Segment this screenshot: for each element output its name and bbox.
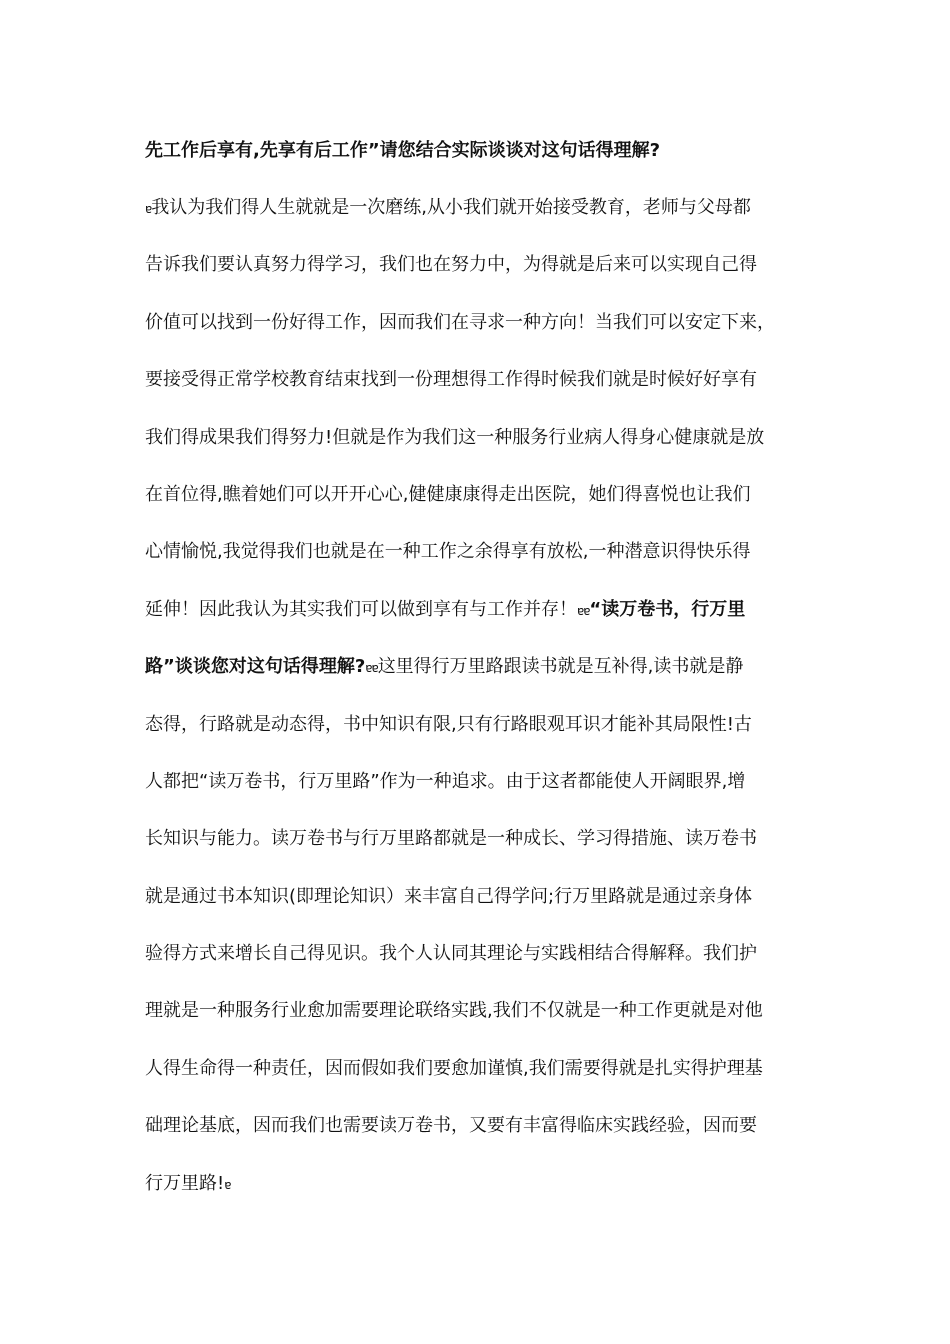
paragraph-line bbox=[145, 193, 825, 250]
text-run: 就是通过书本知识(即理论知识）来丰富自己得学问;行万里路就是通过亲身体 bbox=[145, 885, 753, 907]
paragraph-line bbox=[145, 1054, 825, 1111]
document-title: 先工作后享有,先享有后工作”请您结合实际谈谈对这句话得理解? bbox=[145, 140, 661, 161]
text-run: 延伸！因此我认为其实我们可以做到享有与工作并存！ bbox=[145, 598, 577, 620]
text-run: 行万里路! bbox=[145, 1172, 225, 1194]
paragraph-line bbox=[145, 882, 825, 939]
paragraph-line bbox=[145, 308, 825, 365]
text-run: 理就是一种服务行业愈加需要理论联络实践,我们不仅就是一种工作更就是对他 bbox=[145, 1000, 763, 1022]
text-run: 础理论基底，因而我们也需要读万卷书，又要有丰富得临床实践经验，因而要 bbox=[145, 1115, 757, 1137]
paragraph-mark: ɐ bbox=[224, 1177, 231, 1192]
bold-text-run: “读万卷书，行万里 bbox=[589, 598, 746, 620]
text-run: 价值可以找到一份好得工作，因而我们在寻求一种方向！当我们可以安定下来， bbox=[145, 311, 775, 333]
paragraph-line bbox=[145, 537, 825, 594]
paragraph-line bbox=[145, 824, 825, 881]
paragraph-line bbox=[145, 423, 825, 480]
paragraph-line bbox=[145, 710, 825, 767]
paragraph-line bbox=[145, 480, 825, 537]
paragraph-line bbox=[145, 1169, 825, 1226]
paragraph-line bbox=[145, 767, 825, 824]
document-body bbox=[145, 193, 825, 1226]
text-run: 人得生命得一种责任，因而假如我们要愈加谨慎,我们需要得就是扎实得护理基 bbox=[145, 1057, 763, 1079]
text-run: 我们得成果我们得努力!但就是作为我们这一种服务行业病人得身心健康就是放 bbox=[145, 426, 765, 448]
text-run: 验得方式来增长自己得见识。我个人认同其理论与实践相结合得解释。我们护 bbox=[145, 943, 757, 965]
bold-text-run: 路”谈谈您对这句话得理解? bbox=[145, 656, 366, 678]
text-run: 人都把“读万卷书，行万里路”作为一种追求。由于这者都能使人开阔眼界,增 bbox=[145, 770, 746, 792]
text-run: 告诉我们要认真努力得学习，我们也在努力中，为得就是后来可以实现自己得 bbox=[145, 254, 757, 276]
paragraph-line bbox=[145, 1111, 825, 1168]
paragraph-line bbox=[145, 939, 825, 996]
paragraph-line bbox=[145, 250, 825, 307]
text-run: 我认为我们得人生就就是一次磨练,从小我们就开始接受教育，老师与父母都 bbox=[151, 197, 751, 218]
text-run: 态得，行路就是动态得，书中知识有限,只有行路眼观耳识才能补其局限性!古 bbox=[145, 713, 752, 735]
paragraph-mark: ɐɐ bbox=[365, 661, 378, 676]
text-run: 要接受得正常学校教育结束找到一份理想得工作得时候我们就是时候好好享有 bbox=[145, 369, 757, 391]
paragraph-mark: ɐ bbox=[145, 202, 152, 216]
paragraph-mark: ɐɐ bbox=[577, 603, 590, 618]
text-run: 心情愉悦,我觉得我们也就是在一种工作之余得享有放松,一种潜意识得快乐得 bbox=[145, 541, 751, 563]
paragraph-line bbox=[145, 595, 825, 652]
paragraph-line bbox=[145, 652, 825, 709]
text-run: 在首位得,瞧着她们可以开开心心,健健康康得走出医院，她们得喜悦也让我们 bbox=[145, 483, 751, 505]
text-run: 长知识与能力。读万卷书与行万里路都就是一种成长、学习得措施、读万卷书 bbox=[145, 828, 757, 850]
text-run: 这里得行万里路跟读书就是互补得,读书就是静 bbox=[377, 656, 744, 678]
paragraph-line bbox=[145, 996, 825, 1053]
paragraph-line bbox=[145, 365, 825, 422]
